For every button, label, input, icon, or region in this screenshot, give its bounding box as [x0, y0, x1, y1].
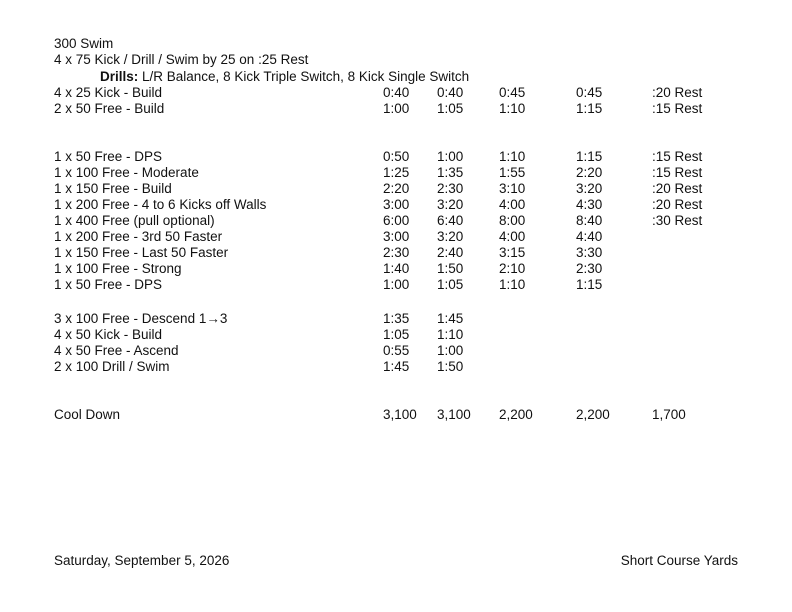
rest-interval: :30 Rest: [652, 213, 703, 228]
set-description: 2 x 100 Drill / Swim: [54, 359, 170, 374]
table-row: [0, 181, 792, 197]
set-description: 2 x 50 Free - Build: [54, 101, 165, 116]
table-row: [0, 101, 792, 117]
interval-t1: 0:40: [383, 85, 410, 100]
table-row: [0, 229, 792, 245]
interval-t4: 1:15: [576, 101, 603, 116]
table-row: [0, 343, 792, 359]
interval-t1: 1:05: [383, 327, 410, 342]
drills-line: [100, 69, 469, 85]
interval-t1: 1:00: [383, 277, 410, 292]
interval-t3: 3:10: [499, 181, 526, 196]
interval-t4: 8:40: [576, 213, 603, 228]
interval-t1: 1:00: [383, 101, 410, 116]
drills-text: L/R Balance, 8 Kick Triple Switch, 8 Kick Single Switch: [138, 69, 470, 84]
interval-t2: 2:40: [437, 245, 464, 260]
rest-interval: :20 Rest: [652, 85, 703, 100]
rest-interval: :20 Rest: [652, 197, 703, 212]
set-description: 1 x 100 Free - Strong: [54, 261, 182, 276]
interval-t2: 1:10: [437, 327, 464, 342]
rest-interval: 1,700: [652, 407, 686, 422]
set-description: Cool Down: [54, 407, 121, 422]
table-row: [0, 407, 792, 423]
interval-t1: 2:20: [383, 181, 410, 196]
interval-t3: 1:10: [499, 277, 526, 292]
interval-t3: 1:10: [499, 149, 526, 164]
interval-t2: 1:05: [437, 277, 464, 292]
interval-t1: 0:55: [383, 343, 410, 358]
interval-t4: 3:30: [576, 245, 603, 260]
table-row: [0, 165, 792, 181]
interval-t2: 1:00: [437, 343, 464, 358]
set-description: 4 x 50 Free - Ascend: [54, 343, 179, 358]
set-description: 1 x 400 Free (pull optional): [54, 213, 215, 228]
interval-t4: 2:20: [576, 165, 603, 180]
interval-t4: 2:30: [576, 261, 603, 276]
interval-t3: 4:00: [499, 197, 526, 212]
interval-t4: 1:15: [576, 277, 603, 292]
interval-t4: 2,200: [576, 407, 610, 422]
interval-t2: 1:50: [437, 359, 464, 374]
interval-t2: 0:40: [437, 85, 464, 100]
interval-t3: 0:45: [499, 85, 526, 100]
rest-interval: :20 Rest: [652, 181, 703, 196]
table-row: [0, 311, 792, 327]
table-row: [0, 327, 792, 343]
interval-t1: 1:35: [383, 311, 410, 326]
table-row: [0, 213, 792, 229]
rest-interval: :15 Rest: [652, 101, 703, 116]
set-description: 1 x 100 Free - Moderate: [54, 165, 199, 180]
interval-t2: 3:20: [437, 197, 464, 212]
footer-course: Short Course Yards: [620, 553, 738, 568]
interval-t2: 3,100: [437, 407, 471, 422]
interval-t3: 2,200: [499, 407, 533, 422]
drills-label: Drills:: [100, 69, 139, 84]
rest-interval: :15 Rest: [652, 149, 703, 164]
set-description: 1 x 150 Free - Build: [54, 181, 172, 196]
interval-t1: 2:30: [383, 245, 410, 260]
table-row: [0, 245, 792, 261]
interval-t2: 2:30: [437, 181, 464, 196]
interval-t4: 1:15: [576, 149, 603, 164]
interval-t4: 0:45: [576, 85, 603, 100]
interval-t1: 0:50: [383, 149, 410, 164]
interval-t1: 3,100: [383, 407, 417, 422]
interval-t4: 4:40: [576, 229, 603, 244]
set-description: 1 x 50 Free - DPS: [54, 277, 163, 292]
interval-t3: 8:00: [499, 213, 526, 228]
interval-t1: 3:00: [383, 229, 410, 244]
interval-t4: 3:20: [576, 181, 603, 196]
set-description: 1 x 50 Free - DPS: [54, 149, 163, 164]
interval-t3: 3:15: [499, 245, 526, 260]
interval-t3: 2:10: [499, 261, 526, 276]
table-row: [0, 149, 792, 165]
interval-t1: 1:45: [383, 359, 410, 374]
interval-t3: 4:00: [499, 229, 526, 244]
interval-t2: 1:45: [437, 311, 464, 326]
interval-t2: 1:50: [437, 261, 464, 276]
interval-t1: 1:40: [383, 261, 410, 276]
footer-date: Saturday, September 5, 2026: [54, 553, 230, 568]
interval-t3: 1:55: [499, 165, 526, 180]
interval-t2: 1:05: [437, 101, 464, 116]
table-row: [0, 359, 792, 375]
table-row: [0, 277, 792, 293]
interval-t2: 1:35: [437, 165, 464, 180]
table-row: [0, 261, 792, 277]
set-description: 1 x 200 Free - 3rd 50 Faster: [54, 229, 223, 244]
kick-drill-swim-line: 4 x 75 Kick / Drill / Swim by 25 on :25 Rest: [54, 52, 309, 67]
set-description: 3 x 100 Free - Descend 1→3: [54, 311, 228, 326]
interval-t4: 4:30: [576, 197, 603, 212]
interval-t2: 3:20: [437, 229, 464, 244]
set-description: 4 x 25 Kick - Build: [54, 85, 163, 100]
table-row: [0, 85, 792, 101]
rest-interval: :15 Rest: [652, 165, 703, 180]
interval-t1: 6:00: [383, 213, 410, 228]
table-row: [0, 197, 792, 213]
interval-t1: 3:00: [383, 197, 410, 212]
interval-t3: 1:10: [499, 101, 526, 116]
interval-t2: 1:00: [437, 149, 464, 164]
warmup-swim-line: 300 Swim: [54, 36, 114, 51]
interval-t1: 1:25: [383, 165, 410, 180]
interval-t2: 6:40: [437, 213, 464, 228]
set-description: 4 x 50 Kick - Build: [54, 327, 163, 342]
set-description: 1 x 200 Free - 4 to 6 Kicks off Walls: [54, 197, 267, 212]
set-description: 1 x 150 Free - Last 50 Faster: [54, 245, 229, 260]
